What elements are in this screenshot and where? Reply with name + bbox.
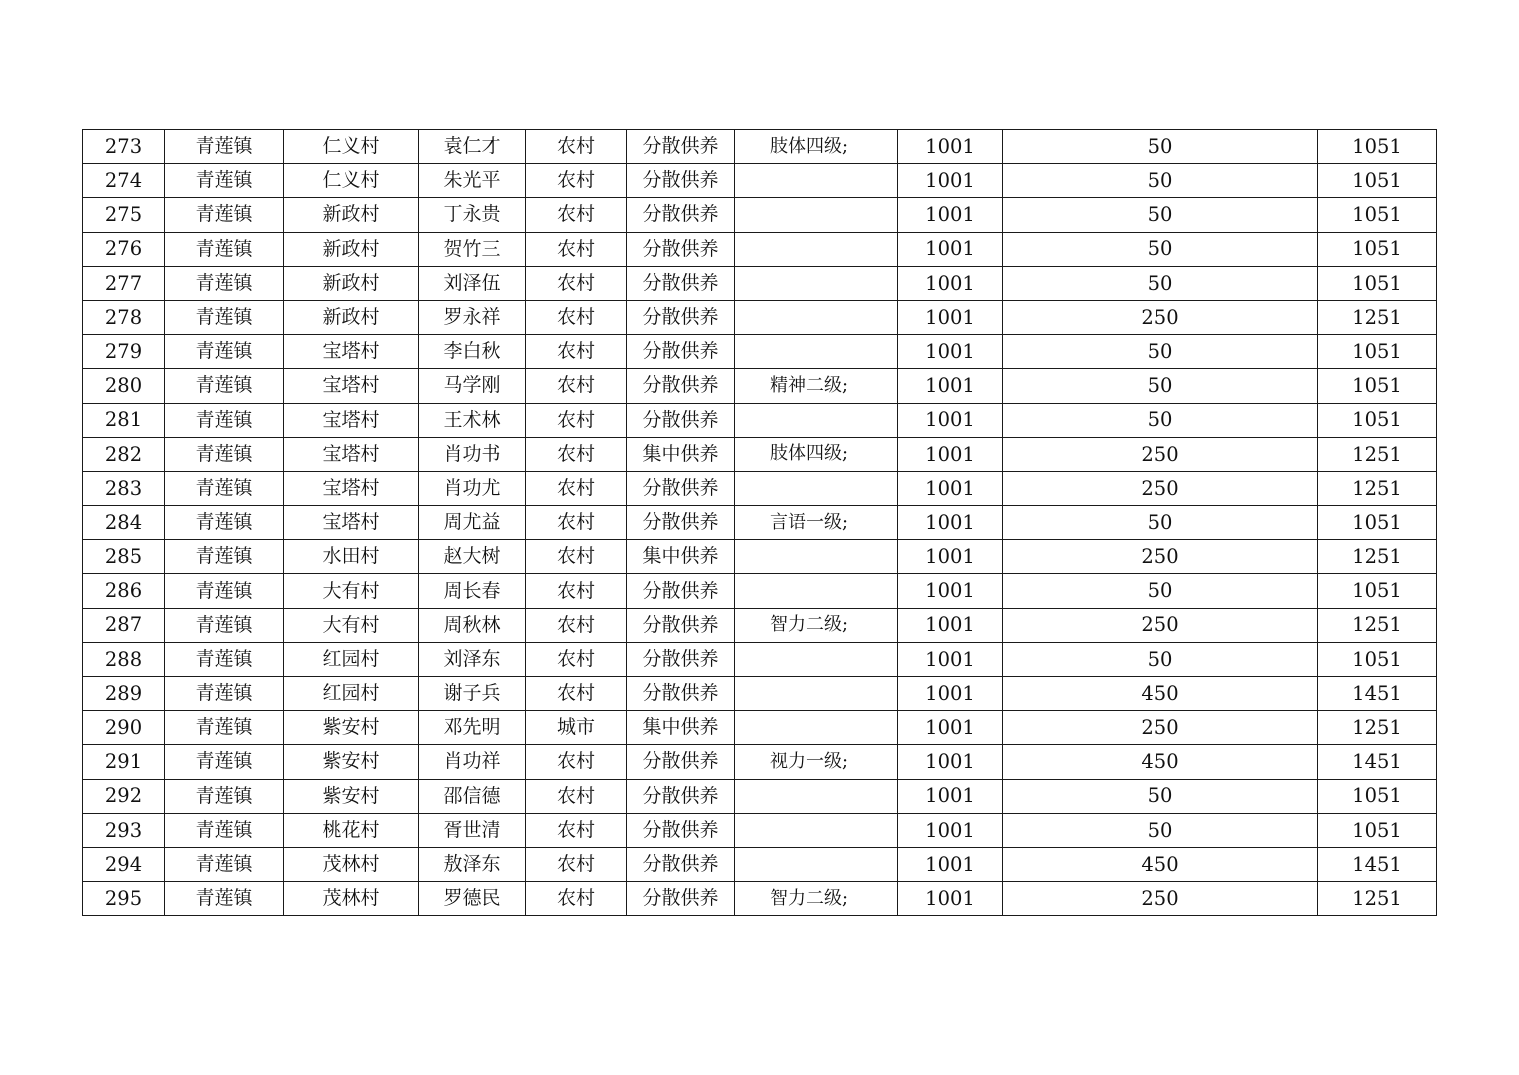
cell-disability: 肢体四级; <box>735 130 898 164</box>
table-row <box>83 335 1437 369</box>
cell-disability <box>735 540 898 574</box>
cell-village: 新政村 <box>284 266 419 300</box>
cell-total-amount: 1051 <box>1318 266 1437 300</box>
cell-care-type: 分散供养 <box>627 403 735 437</box>
table-row <box>83 164 1437 198</box>
cell-care-type: 分散供养 <box>627 506 735 540</box>
cell-area-type: 城市 <box>526 711 627 745</box>
cell-total-amount: 1051 <box>1318 198 1437 232</box>
cell-village: 宝塔村 <box>284 335 419 369</box>
table-row <box>83 232 1437 266</box>
cell-extra-amount: 450 <box>1003 847 1318 881</box>
cell-extra-amount: 450 <box>1003 745 1318 779</box>
cell-total-amount: 1051 <box>1318 369 1437 403</box>
cell-base-amount: 1001 <box>898 540 1003 574</box>
cell-extra-amount: 50 <box>1003 779 1318 813</box>
cell-disability: 肢体四级; <box>735 437 898 471</box>
cell-disability <box>735 335 898 369</box>
table-row <box>83 540 1437 574</box>
cell-area-type: 农村 <box>526 300 627 334</box>
cell-town: 青莲镇 <box>165 506 284 540</box>
cell-base-amount: 1001 <box>898 677 1003 711</box>
table-row <box>83 813 1437 847</box>
cell-serial-no: 287 <box>83 608 165 642</box>
cell-village: 宝塔村 <box>284 369 419 403</box>
cell-area-type: 农村 <box>526 369 627 403</box>
cell-total-amount: 1251 <box>1318 882 1437 916</box>
cell-village: 紫安村 <box>284 711 419 745</box>
cell-area-type: 农村 <box>526 882 627 916</box>
cell-person-name: 刘泽伍 <box>419 266 526 300</box>
cell-disability <box>735 711 898 745</box>
cell-total-amount: 1051 <box>1318 813 1437 847</box>
cell-area-type: 农村 <box>526 677 627 711</box>
cell-town: 青莲镇 <box>165 813 284 847</box>
cell-town: 青莲镇 <box>165 164 284 198</box>
cell-person-name: 邓先明 <box>419 711 526 745</box>
cell-area-type: 农村 <box>526 130 627 164</box>
cell-village: 红园村 <box>284 677 419 711</box>
cell-extra-amount: 250 <box>1003 711 1318 745</box>
cell-base-amount: 1001 <box>898 403 1003 437</box>
cell-extra-amount: 50 <box>1003 335 1318 369</box>
cell-base-amount: 1001 <box>898 813 1003 847</box>
table-row <box>83 779 1437 813</box>
cell-village: 新政村 <box>284 232 419 266</box>
cell-serial-no: 274 <box>83 164 165 198</box>
cell-town: 青莲镇 <box>165 847 284 881</box>
cell-extra-amount: 50 <box>1003 232 1318 266</box>
cell-person-name: 贺竹三 <box>419 232 526 266</box>
cell-town: 青莲镇 <box>165 300 284 334</box>
cell-town: 青莲镇 <box>165 779 284 813</box>
table-row <box>83 300 1437 334</box>
cell-disability <box>735 471 898 505</box>
cell-extra-amount: 250 <box>1003 540 1318 574</box>
cell-disability <box>735 574 898 608</box>
cell-town: 青莲镇 <box>165 711 284 745</box>
cell-town: 青莲镇 <box>165 471 284 505</box>
cell-person-name: 周秋林 <box>419 608 526 642</box>
cell-person-name: 罗永祥 <box>419 300 526 334</box>
cell-village: 大有村 <box>284 608 419 642</box>
cell-village: 紫安村 <box>284 745 419 779</box>
cell-person-name: 肖功祥 <box>419 745 526 779</box>
cell-person-name: 李白秋 <box>419 335 526 369</box>
cell-base-amount: 1001 <box>898 300 1003 334</box>
cell-area-type: 农村 <box>526 471 627 505</box>
cell-town: 青莲镇 <box>165 882 284 916</box>
cell-total-amount: 1051 <box>1318 506 1437 540</box>
cell-disability <box>735 677 898 711</box>
data-table <box>82 129 1437 916</box>
cell-serial-no: 285 <box>83 540 165 574</box>
cell-person-name: 刘泽东 <box>419 642 526 676</box>
cell-total-amount: 1051 <box>1318 403 1437 437</box>
cell-village: 茂林村 <box>284 847 419 881</box>
table-row <box>83 437 1437 471</box>
cell-person-name: 胥世清 <box>419 813 526 847</box>
cell-serial-no: 290 <box>83 711 165 745</box>
cell-total-amount: 1451 <box>1318 847 1437 881</box>
cell-disability <box>735 642 898 676</box>
cell-care-type: 分散供养 <box>627 847 735 881</box>
cell-base-amount: 1001 <box>898 471 1003 505</box>
cell-person-name: 周尤益 <box>419 506 526 540</box>
cell-serial-no: 282 <box>83 437 165 471</box>
cell-village: 宝塔村 <box>284 506 419 540</box>
cell-village: 宝塔村 <box>284 437 419 471</box>
cell-care-type: 分散供养 <box>627 882 735 916</box>
cell-care-type: 分散供养 <box>627 164 735 198</box>
cell-person-name: 谢子兵 <box>419 677 526 711</box>
cell-total-amount: 1051 <box>1318 164 1437 198</box>
cell-base-amount: 1001 <box>898 574 1003 608</box>
cell-care-type: 分散供养 <box>627 642 735 676</box>
table-row <box>83 882 1437 916</box>
cell-care-type: 分散供养 <box>627 335 735 369</box>
cell-area-type: 农村 <box>526 847 627 881</box>
table-row <box>83 642 1437 676</box>
table-row <box>83 198 1437 232</box>
cell-extra-amount: 50 <box>1003 574 1318 608</box>
cell-town: 青莲镇 <box>165 540 284 574</box>
cell-town: 青莲镇 <box>165 335 284 369</box>
table-row <box>83 677 1437 711</box>
cell-person-name: 肖功书 <box>419 437 526 471</box>
cell-person-name: 赵大树 <box>419 540 526 574</box>
cell-town: 青莲镇 <box>165 198 284 232</box>
cell-extra-amount: 50 <box>1003 642 1318 676</box>
cell-village: 新政村 <box>284 198 419 232</box>
cell-person-name: 敖泽东 <box>419 847 526 881</box>
cell-base-amount: 1001 <box>898 335 1003 369</box>
cell-extra-amount: 250 <box>1003 608 1318 642</box>
cell-care-type: 分散供养 <box>627 677 735 711</box>
cell-serial-no: 278 <box>83 300 165 334</box>
cell-total-amount: 1051 <box>1318 335 1437 369</box>
cell-extra-amount: 450 <box>1003 677 1318 711</box>
cell-area-type: 农村 <box>526 437 627 471</box>
cell-base-amount: 1001 <box>898 437 1003 471</box>
cell-village: 紫安村 <box>284 779 419 813</box>
cell-extra-amount: 50 <box>1003 403 1318 437</box>
cell-care-type: 分散供养 <box>627 198 735 232</box>
table-row <box>83 130 1437 164</box>
cell-extra-amount: 50 <box>1003 266 1318 300</box>
cell-area-type: 农村 <box>526 642 627 676</box>
cell-village: 仁义村 <box>284 130 419 164</box>
cell-disability <box>735 779 898 813</box>
cell-care-type: 集中供养 <box>627 540 735 574</box>
cell-care-type: 分散供养 <box>627 471 735 505</box>
cell-village: 宝塔村 <box>284 471 419 505</box>
cell-area-type: 农村 <box>526 232 627 266</box>
table-row <box>83 471 1437 505</box>
cell-serial-no: 295 <box>83 882 165 916</box>
cell-base-amount: 1001 <box>898 198 1003 232</box>
cell-base-amount: 1001 <box>898 608 1003 642</box>
cell-area-type: 农村 <box>526 745 627 779</box>
cell-village: 茂林村 <box>284 882 419 916</box>
cell-serial-no: 291 <box>83 745 165 779</box>
cell-disability <box>735 813 898 847</box>
cell-extra-amount: 50 <box>1003 369 1318 403</box>
cell-total-amount: 1251 <box>1318 437 1437 471</box>
cell-serial-no: 279 <box>83 335 165 369</box>
cell-serial-no: 294 <box>83 847 165 881</box>
cell-village: 红园村 <box>284 642 419 676</box>
cell-extra-amount: 50 <box>1003 164 1318 198</box>
cell-care-type: 分散供养 <box>627 300 735 334</box>
cell-person-name: 马学刚 <box>419 369 526 403</box>
table-row <box>83 847 1437 881</box>
cell-person-name: 肖功尤 <box>419 471 526 505</box>
cell-extra-amount: 50 <box>1003 130 1318 164</box>
cell-person-name: 罗德民 <box>419 882 526 916</box>
table-body <box>83 130 1437 916</box>
cell-town: 青莲镇 <box>165 232 284 266</box>
cell-serial-no: 280 <box>83 369 165 403</box>
cell-town: 青莲镇 <box>165 403 284 437</box>
cell-town: 青莲镇 <box>165 608 284 642</box>
cell-extra-amount: 250 <box>1003 300 1318 334</box>
cell-area-type: 农村 <box>526 335 627 369</box>
cell-area-type: 农村 <box>526 198 627 232</box>
cell-area-type: 农村 <box>526 779 627 813</box>
cell-base-amount: 1001 <box>898 745 1003 779</box>
cell-care-type: 分散供养 <box>627 813 735 847</box>
cell-total-amount: 1051 <box>1318 779 1437 813</box>
cell-total-amount: 1051 <box>1318 642 1437 676</box>
cell-care-type: 分散供养 <box>627 574 735 608</box>
cell-disability: 智力二级; <box>735 608 898 642</box>
cell-village: 新政村 <box>284 300 419 334</box>
cell-base-amount: 1001 <box>898 711 1003 745</box>
cell-town: 青莲镇 <box>165 745 284 779</box>
cell-disability <box>735 232 898 266</box>
cell-village: 水田村 <box>284 540 419 574</box>
cell-area-type: 农村 <box>526 266 627 300</box>
cell-total-amount: 1451 <box>1318 677 1437 711</box>
cell-disability <box>735 300 898 334</box>
cell-total-amount: 1251 <box>1318 711 1437 745</box>
cell-serial-no: 273 <box>83 130 165 164</box>
cell-serial-no: 292 <box>83 779 165 813</box>
cell-area-type: 农村 <box>526 813 627 847</box>
cell-area-type: 农村 <box>526 506 627 540</box>
cell-town: 青莲镇 <box>165 574 284 608</box>
cell-base-amount: 1001 <box>898 642 1003 676</box>
cell-care-type: 分散供养 <box>627 745 735 779</box>
cell-person-name: 邵信德 <box>419 779 526 813</box>
cell-town: 青莲镇 <box>165 677 284 711</box>
cell-town: 青莲镇 <box>165 642 284 676</box>
table-row <box>83 266 1437 300</box>
cell-base-amount: 1001 <box>898 266 1003 300</box>
cell-serial-no: 283 <box>83 471 165 505</box>
cell-person-name: 袁仁才 <box>419 130 526 164</box>
cell-town: 青莲镇 <box>165 130 284 164</box>
cell-extra-amount: 50 <box>1003 813 1318 847</box>
cell-base-amount: 1001 <box>898 164 1003 198</box>
cell-care-type: 分散供养 <box>627 130 735 164</box>
cell-care-type: 分散供养 <box>627 266 735 300</box>
cell-area-type: 农村 <box>526 164 627 198</box>
cell-care-type: 分散供养 <box>627 608 735 642</box>
cell-base-amount: 1001 <box>898 882 1003 916</box>
cell-person-name: 丁永贵 <box>419 198 526 232</box>
cell-total-amount: 1051 <box>1318 574 1437 608</box>
cell-serial-no: 275 <box>83 198 165 232</box>
cell-town: 青莲镇 <box>165 369 284 403</box>
cell-area-type: 农村 <box>526 608 627 642</box>
cell-disability: 智力二级; <box>735 882 898 916</box>
cell-base-amount: 1001 <box>898 232 1003 266</box>
table-row <box>83 369 1437 403</box>
cell-area-type: 农村 <box>526 540 627 574</box>
cell-total-amount: 1251 <box>1318 540 1437 574</box>
cell-care-type: 集中供养 <box>627 711 735 745</box>
cell-person-name: 王术林 <box>419 403 526 437</box>
cell-serial-no: 276 <box>83 232 165 266</box>
cell-town: 青莲镇 <box>165 266 284 300</box>
cell-disability <box>735 198 898 232</box>
cell-area-type: 农村 <box>526 574 627 608</box>
cell-extra-amount: 250 <box>1003 471 1318 505</box>
cell-person-name: 朱光平 <box>419 164 526 198</box>
cell-care-type: 集中供养 <box>627 437 735 471</box>
table-row <box>83 745 1437 779</box>
cell-base-amount: 1001 <box>898 779 1003 813</box>
cell-base-amount: 1001 <box>898 130 1003 164</box>
cell-total-amount: 1251 <box>1318 471 1437 505</box>
cell-village: 仁义村 <box>284 164 419 198</box>
cell-total-amount: 1251 <box>1318 608 1437 642</box>
cell-base-amount: 1001 <box>898 369 1003 403</box>
cell-town: 青莲镇 <box>165 437 284 471</box>
cell-base-amount: 1001 <box>898 506 1003 540</box>
cell-care-type: 分散供养 <box>627 369 735 403</box>
cell-serial-no: 286 <box>83 574 165 608</box>
table-row <box>83 711 1437 745</box>
cell-serial-no: 284 <box>83 506 165 540</box>
cell-serial-no: 293 <box>83 813 165 847</box>
cell-village: 桃花村 <box>284 813 419 847</box>
cell-disability: 视力一级; <box>735 745 898 779</box>
cell-serial-no: 289 <box>83 677 165 711</box>
cell-total-amount: 1451 <box>1318 745 1437 779</box>
table-row <box>83 574 1437 608</box>
cell-disability <box>735 164 898 198</box>
cell-total-amount: 1251 <box>1318 300 1437 334</box>
cell-serial-no: 288 <box>83 642 165 676</box>
cell-disability: 精神二级; <box>735 369 898 403</box>
table-row <box>83 506 1437 540</box>
cell-extra-amount: 50 <box>1003 198 1318 232</box>
cell-disability <box>735 847 898 881</box>
cell-total-amount: 1051 <box>1318 232 1437 266</box>
cell-extra-amount: 250 <box>1003 882 1318 916</box>
cell-disability: 言语一级; <box>735 506 898 540</box>
cell-total-amount: 1051 <box>1318 130 1437 164</box>
cell-person-name: 周长春 <box>419 574 526 608</box>
table-row <box>83 403 1437 437</box>
cell-village: 大有村 <box>284 574 419 608</box>
cell-serial-no: 277 <box>83 266 165 300</box>
cell-care-type: 分散供养 <box>627 232 735 266</box>
cell-serial-no: 281 <box>83 403 165 437</box>
cell-extra-amount: 250 <box>1003 437 1318 471</box>
cell-base-amount: 1001 <box>898 847 1003 881</box>
cell-disability <box>735 403 898 437</box>
cell-extra-amount: 50 <box>1003 506 1318 540</box>
cell-disability <box>735 266 898 300</box>
table-row <box>83 608 1437 642</box>
cell-area-type: 农村 <box>526 403 627 437</box>
cell-care-type: 分散供养 <box>627 779 735 813</box>
cell-village: 宝塔村 <box>284 403 419 437</box>
